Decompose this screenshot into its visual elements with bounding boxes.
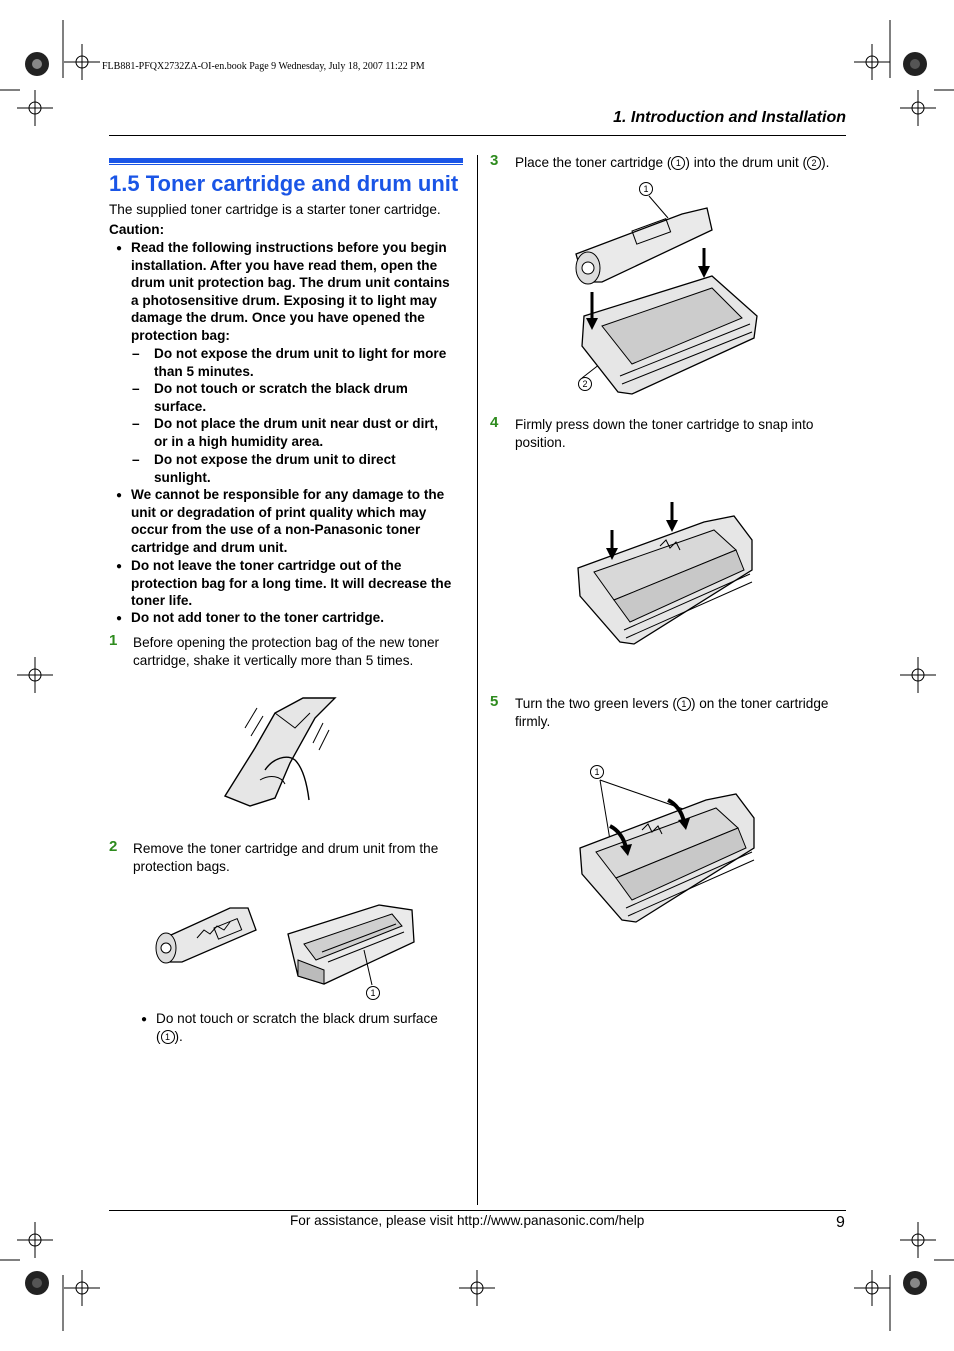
bullet-icon: ● <box>116 243 123 254</box>
bullet-icon: ● <box>141 1014 148 1025</box>
title-bar <box>109 158 463 163</box>
dash-marker: – <box>132 452 140 467</box>
caution-subitem-1: Do not expose the drum unit to light for more than 5 minutes. <box>154 346 447 379</box>
starburst-icon <box>25 52 49 76</box>
caution-item-3: Do not leave the toner cartridge out of the protection bag for a long time. It will decrease the toner life. <box>131 558 452 609</box>
step-2-note: Do not touch or scratch the black drum surface ( 1 ). <box>156 1011 438 1044</box>
step-number: 2 <box>109 838 118 855</box>
starburst-icon <box>903 1271 927 1295</box>
callout-ref: 2 <box>807 156 821 170</box>
crosshair-icon <box>459 1270 495 1306</box>
toner-cartridge-illustration <box>152 900 262 970</box>
starburst-icon <box>903 52 927 76</box>
step-number: 5 <box>490 693 499 710</box>
callout-ref: 1 <box>161 1030 175 1044</box>
footer-rule <box>109 1210 846 1211</box>
callout-ref: 1 <box>677 697 691 711</box>
caution-item-2: We cannot be responsible for any damage to the unit or degradation of print quality which may occur from the use of a non-Panasonic toner cartridge and drum unit. <box>131 487 445 555</box>
starburst-icon <box>25 1271 49 1295</box>
caution-subitem-3: Do not place the drum unit near dust or dirt, or in a high humidity area. <box>154 416 438 449</box>
crosshair-icon <box>900 657 936 693</box>
insert-cartridge-illustration <box>572 196 762 396</box>
header-rule <box>109 135 846 136</box>
step-2-text: Remove the toner cartridge and drum unit from the protection bags. <box>133 841 439 874</box>
section-header: 1. Introduction and Installation <box>613 109 846 126</box>
turn-levers-illustration <box>576 776 761 926</box>
callout-2: 2 <box>578 375 592 393</box>
dash-marker: – <box>132 346 140 361</box>
caution-label: Caution: <box>109 222 165 237</box>
crosshair-icon <box>64 1270 100 1306</box>
caution-subitem-4: Do not expose the drum unit to direct sunlight. <box>154 452 396 485</box>
page-number: 9 <box>836 1214 845 1231</box>
crosshair-icon <box>900 1222 936 1258</box>
column-divider <box>477 155 478 1205</box>
crosshair-icon <box>17 657 53 693</box>
crosshair-icon <box>854 1270 890 1306</box>
bullet-icon: ● <box>116 613 123 624</box>
footer-help-text: For assistance, please visit http://www.panasonic.com/help <box>290 1213 645 1228</box>
crosshair-icon <box>17 1222 53 1258</box>
crosshair-icon <box>17 90 53 126</box>
dash-marker: – <box>132 381 140 396</box>
caution-subitem-2: Do not touch or scratch the black drum surface. <box>154 381 408 414</box>
caution-item-4: Do not add toner to the toner cartridge. <box>131 610 384 625</box>
crosshair-icon <box>854 44 890 80</box>
title-bar-thin <box>109 164 463 165</box>
crosshair-icon <box>900 90 936 126</box>
drum-unit-illustration <box>284 900 424 990</box>
page-title: 1.5 Toner cartridge and drum unit <box>109 171 459 196</box>
crosshair-icon <box>64 44 100 80</box>
step-4-text: Firmly press down the toner cartridge to snap into position. <box>515 417 814 450</box>
step-5-text: Turn the two green levers ( 1 ) on the toner cartridge firmly. <box>515 696 829 729</box>
step-1-text: Before opening the protection bag of the new toner cartridge, shake it vertically more than 5 times. <box>133 635 440 668</box>
callout-1: 1 <box>639 180 653 198</box>
bullet-icon: ● <box>116 490 123 501</box>
print-info-line: FLB881-PFQX2732ZA-OI-en.book Page 9 Wednesday, July 18, 2007 11:22 PM <box>102 61 425 72</box>
dash-marker: – <box>132 416 140 431</box>
shake-cartridge-illustration <box>215 688 345 818</box>
step-number: 1 <box>109 632 118 649</box>
caution-item-1: Read the following instructions before you begin installation. After you have read them, open the drum unit protection bag. The drum unit contains a photosensitive drum. Exposing it to light may damage the drum. Once you have opened the protection bag: <box>131 240 450 343</box>
bullet-icon: ● <box>116 561 123 572</box>
press-cartridge-illustration <box>574 500 759 650</box>
callout-1: 1 <box>590 763 604 781</box>
callout-ref: 1 <box>671 156 685 170</box>
step-number: 3 <box>490 152 499 169</box>
callout-1: 1 <box>366 984 380 1002</box>
step-3-text: Place the toner cartridge ( 1 ) into the drum unit ( 2 ). <box>515 155 830 170</box>
step-number: 4 <box>490 414 499 431</box>
intro-text: The supplied toner cartridge is a starter toner cartridge. <box>109 202 441 217</box>
